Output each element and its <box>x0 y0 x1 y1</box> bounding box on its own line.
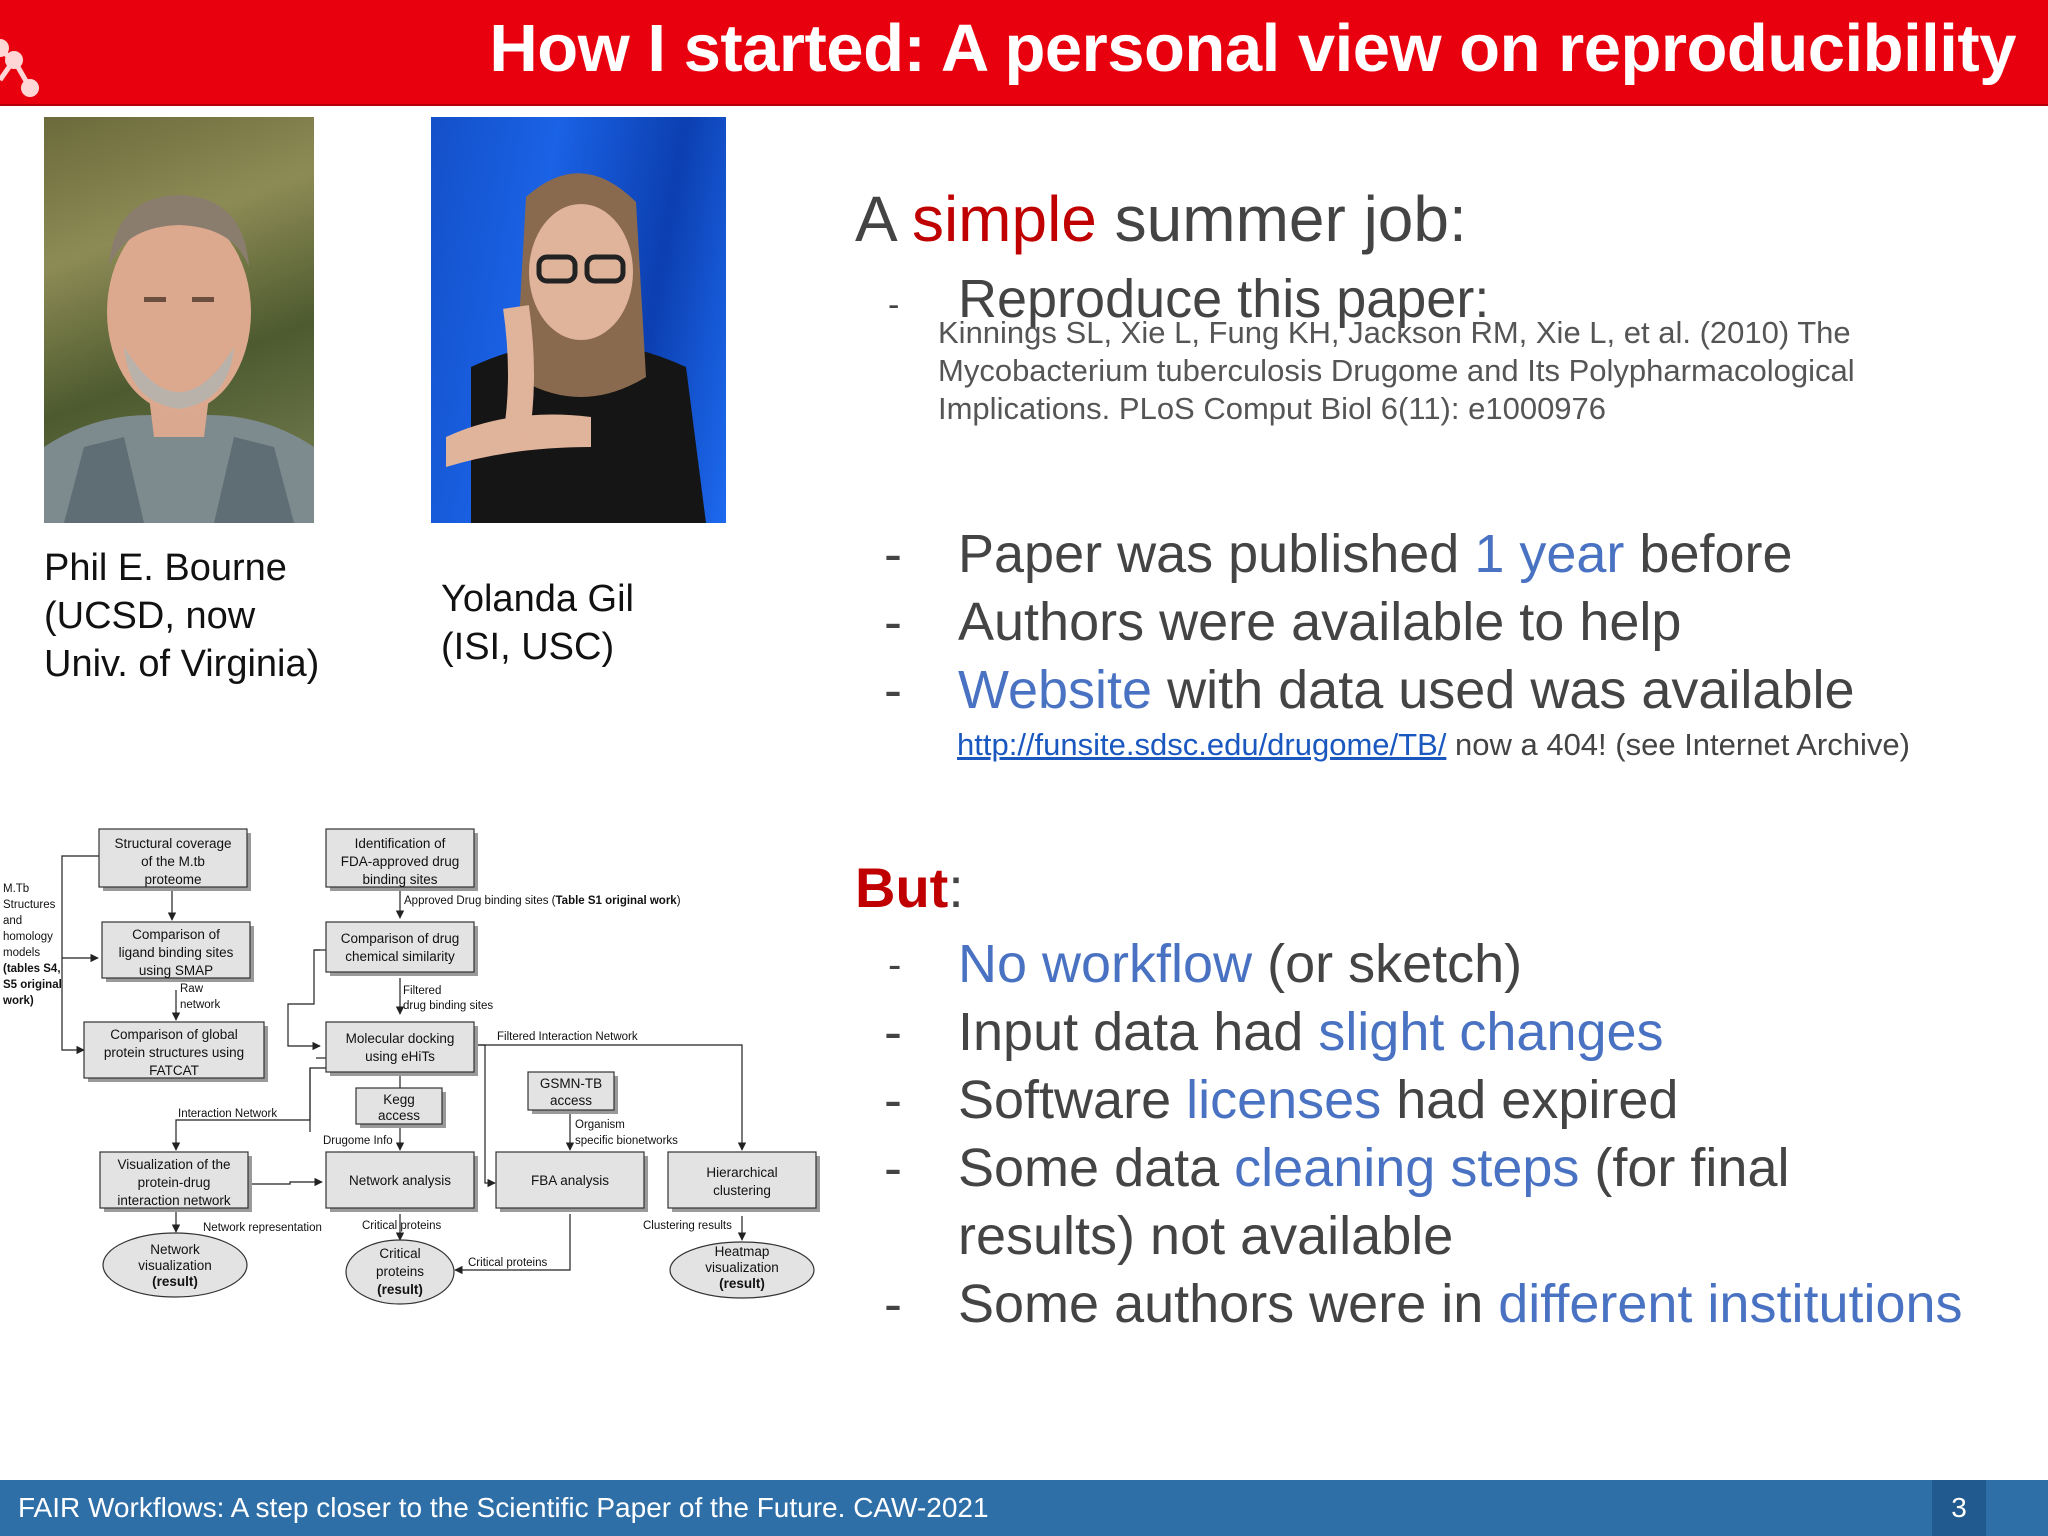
visualization-l2: protein-drug <box>137 1175 211 1190</box>
slide-title: How I started: A personal view on reproducibility <box>489 11 2016 86</box>
kegg-l2: access <box>377 1108 421 1123</box>
problem-cleaning <box>958 1137 1789 1199</box>
visualization-l3: interaction network <box>117 1193 231 1208</box>
side-note-l3: and <box>3 915 23 927</box>
problem-cleaning-cont <box>958 1205 1453 1267</box>
label-raw-l1: Raw <box>180 983 204 995</box>
hierarchical-l2: clustering <box>713 1183 771 1198</box>
hierarchical-l1: Hierarchical <box>706 1165 778 1180</box>
label-organism-l1: Organism <box>575 1119 625 1131</box>
problem-workflow <box>958 933 1522 995</box>
kegg-l1: Kegg <box>383 1092 415 1107</box>
fact-website <box>958 659 1855 721</box>
bullet-dash: - <box>884 1274 902 1334</box>
ligand-l3: using SMAP <box>138 963 214 978</box>
docking-l2: using eHiTs <box>365 1049 435 1064</box>
critical-l1: Critical <box>379 1246 421 1261</box>
summer-job-heading <box>855 182 1467 256</box>
flow-box-structural <box>99 829 251 891</box>
fact-published <box>958 523 1793 585</box>
net-vis-l2: visualization <box>138 1258 212 1273</box>
net-vis-l3: (result) <box>152 1274 198 1289</box>
flow-box-visualization <box>100 1152 252 1212</box>
bullet-dash: - <box>884 1002 902 1062</box>
flow-result-network-vis <box>103 1233 247 1297</box>
heatmap-l2: visualization <box>705 1260 779 1275</box>
docking-l1: Molecular docking <box>345 1031 455 1046</box>
label-organism-l2: specific bionetworks <box>575 1135 678 1147</box>
identification-l1: Identification of <box>354 836 446 851</box>
portrait-photo-bourne <box>44 117 314 523</box>
fact-text: Paper was published <box>958 524 1475 584</box>
person-name-gil: Yolanda Gil (ISI, USC) <box>441 578 634 668</box>
problem-highlight: slight changes <box>1318 1002 1664 1062</box>
label-raw-l2: network <box>180 999 221 1011</box>
but-colon: : <box>948 856 964 919</box>
label-crit1: Critical proteins <box>362 1220 442 1232</box>
bullet-dash: - <box>884 1138 902 1198</box>
gsmn-l1: GSMN-TB <box>539 1076 603 1091</box>
problem-licenses <box>958 1069 1678 1131</box>
visualization-l1: Visualization of the <box>117 1157 231 1172</box>
global-l3: FATCAT <box>149 1063 199 1078</box>
footer-text: FAIR Workflows: A step closer to the Scientific Paper of the Future. CAW-2021 <box>18 1492 989 1523</box>
person-name-bourne: Phil E. Bourne (UCSD, now Univ. of Virginia) <box>44 547 320 685</box>
drugome-link[interactable]: http://funsite.sdsc.edu/drugome/TB/ <box>957 727 1447 762</box>
flow-box-identification <box>326 829 478 891</box>
label-approved-end: ) <box>676 895 681 907</box>
critical-l3: (result) <box>377 1282 423 1297</box>
flow-side-note <box>2 883 62 1007</box>
portrait-photo-gil <box>431 117 726 523</box>
flow-result-critical <box>346 1240 454 1304</box>
problem-highlight: cleaning steps <box>1234 1138 1580 1198</box>
gsmn-l2: access <box>549 1093 593 1108</box>
ligand-l1: Comparison of <box>132 927 220 942</box>
fact-text: with data used was available <box>1152 660 1855 720</box>
label-approved-text: Approved Drug binding sites ( <box>404 895 556 907</box>
side-note-l2: Structures <box>3 899 56 911</box>
network-logo-icon <box>0 0 60 104</box>
fact-text: Authors were available to help <box>958 592 1682 652</box>
side-note-l4: homology <box>3 931 53 943</box>
flow-box-chemical <box>326 922 478 976</box>
problem-text: Software <box>958 1070 1187 1130</box>
label-clustering: Clustering results <box>643 1220 732 1232</box>
bullet-dash: - <box>884 660 902 720</box>
but-heading <box>855 855 964 920</box>
problem-highlight: No workflow <box>958 934 1253 994</box>
label-filtered-l1: Filtered <box>403 985 442 997</box>
label-crit2: Critical proteins <box>468 1257 548 1269</box>
bullet-dash: - <box>884 592 902 652</box>
flow-result-heatmap <box>670 1242 814 1298</box>
identification-l2: FDA-approved drug <box>340 854 460 869</box>
label-filtered-l2: drug binding sites <box>403 1000 494 1012</box>
label-net-rep: Network representation <box>203 1222 322 1234</box>
global-l1: Comparison of global <box>110 1027 238 1042</box>
structural-l3: proteome <box>144 872 202 887</box>
drugome-workflow-diagram <box>0 820 830 1310</box>
flow-box-ligand <box>102 922 254 982</box>
fba-l1: FBA analysis <box>530 1173 610 1188</box>
but-word: But <box>855 856 949 919</box>
website-highlight: Website <box>958 660 1153 720</box>
label-approved <box>404 895 681 907</box>
bullet-dash: - <box>888 943 902 987</box>
side-note-l7: S5 original <box>3 979 62 991</box>
problem-text: (or sketch) <box>1252 934 1523 994</box>
side-note-l6: (tables S4, <box>3 963 61 975</box>
global-l2: protein structures using <box>103 1045 245 1060</box>
problem-text: had expired <box>1381 1070 1679 1130</box>
flow-box-network-analysis <box>326 1152 478 1212</box>
flow-box-kegg <box>356 1088 446 1128</box>
heatmap-l1: Heatmap <box>714 1244 770 1259</box>
ligand-l2: ligand binding sites <box>118 945 234 960</box>
fact-text: before <box>1624 524 1793 584</box>
heatmap-l3: (result) <box>719 1276 765 1291</box>
bullet-dash: - <box>884 1070 902 1130</box>
problem-text: results) not available <box>958 1206 1454 1266</box>
flow-box-fba <box>496 1152 648 1212</box>
problem-text: Input data had <box>958 1002 1319 1062</box>
url-note: now a 404! (see Internet Archive) <box>1446 727 1910 762</box>
reproduce-bullet: Reproduce this paper: <box>958 269 1490 329</box>
label-approved-bold: Table S1 original work <box>555 895 677 907</box>
side-note-l1: M.Tb <box>3 883 30 895</box>
problem-highlight: licenses <box>1186 1070 1382 1130</box>
side-note-l8: work) <box>3 995 34 1007</box>
flow-box-docking <box>326 1022 478 1076</box>
fact-authors <box>958 591 1681 653</box>
simple-highlight: simple <box>911 183 1097 255</box>
label-drugome: Drugome Info <box>323 1135 393 1147</box>
flow-box-global <box>84 1022 268 1082</box>
structural-l1: Structural coverage <box>114 836 232 851</box>
lead-prefix: A <box>855 183 912 255</box>
paper-citation: Kinnings SL, Xie L, Fung KH, Jackson RM, Xie L, et al. (2010) The Mycobacterium tuberculosis Drugome and Its Polypharmacological Implications. PLoS Comput Biol 6(11): e1000976 <box>938 315 1855 426</box>
problem-input-data <box>958 1001 1664 1063</box>
side-note-l5: models <box>3 947 41 959</box>
chemical-l2: chemical similarity <box>345 949 455 964</box>
fact-highlight: 1 year <box>1474 524 1625 584</box>
chemical-l1: Comparison of drug <box>340 931 460 946</box>
problem-text: (for final <box>1579 1138 1790 1198</box>
problem-institutions <box>958 1273 1963 1335</box>
label-interaction: Interaction Network <box>178 1108 278 1120</box>
net-vis-l1: Network <box>150 1242 200 1257</box>
problem-text: Some data <box>958 1138 1235 1198</box>
lead-suffix: summer job: <box>1096 183 1467 255</box>
bullet-dash: - <box>888 286 900 324</box>
problem-highlight: different institutions <box>1498 1274 1963 1334</box>
network-analysis-l1: Network analysis <box>348 1173 452 1188</box>
label-filtered-net: Filtered Interaction Network <box>497 1031 638 1043</box>
structural-l2: of the M.tb <box>141 854 205 869</box>
url-line <box>957 727 1910 763</box>
flow-box-hierarchical <box>668 1152 820 1212</box>
identification-l3: binding sites <box>362 872 438 887</box>
bullet-dash: - <box>884 524 902 584</box>
page-number: 3 <box>1951 1492 1967 1523</box>
critical-l2: proteins <box>375 1264 425 1279</box>
flow-box-gsmn <box>528 1072 618 1114</box>
problem-text: Some authors were in <box>958 1274 1499 1334</box>
